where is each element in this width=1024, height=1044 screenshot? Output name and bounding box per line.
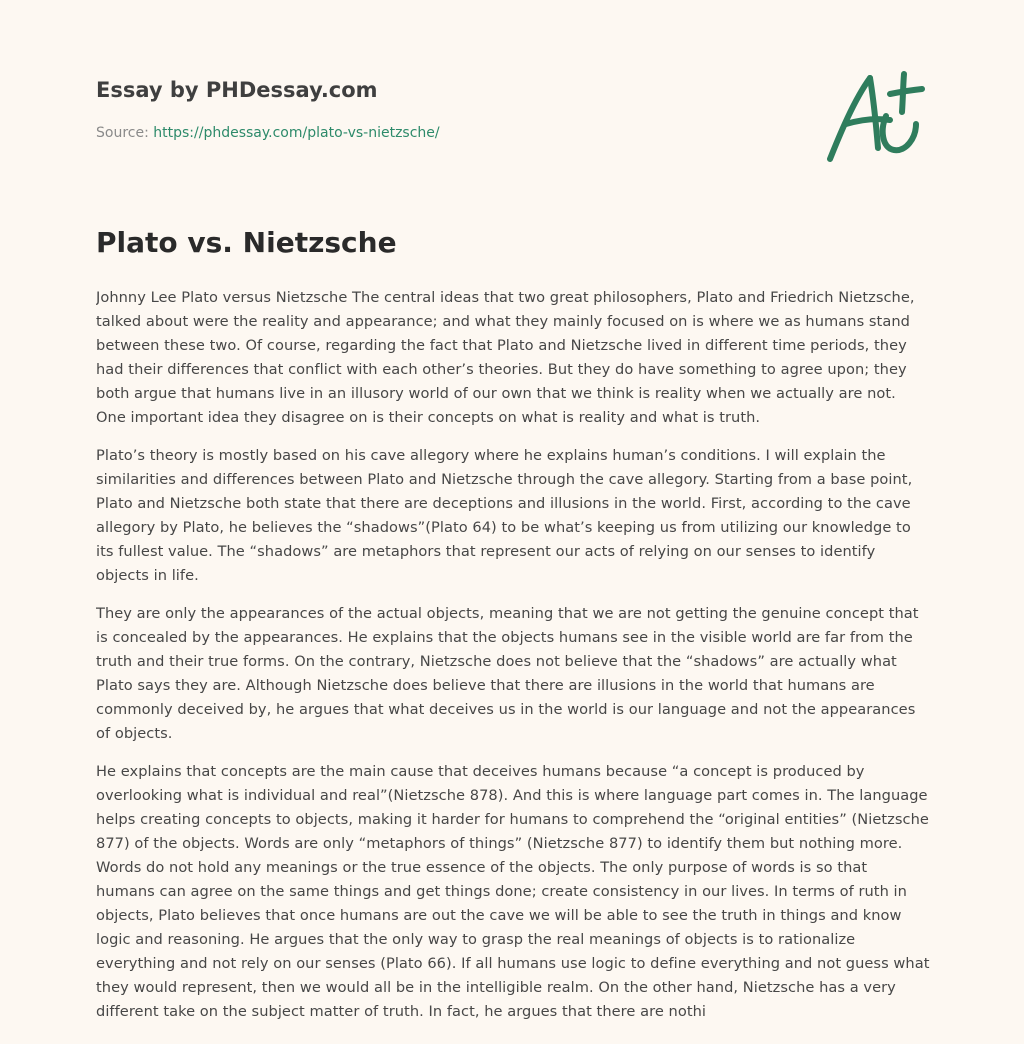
source-line xyxy=(96,124,796,142)
source-label: Source: xyxy=(96,125,149,141)
essay-paragraph: Plato’s theory is mostly based on his cave allegory where he explains human’s conditions. I will explain the similarities and differences between Plato and Nietzsche through the cave allegory. Starting from a base point, Plato and Nietzsche both state that there are deceptions and illusions in the world. First, according to the cave allegory by Plato, he believes the “shadows”(Plato 64) to be what’s keeping us from utilizing our knowledge to its fullest value. The “shadows” are metaphors that represent our acts of relying on our senses to identify objects in life. xyxy=(96,447,913,584)
a-plus-grade-icon xyxy=(820,64,930,168)
essay-body xyxy=(96,286,930,1034)
page-header xyxy=(96,76,796,142)
a-right-stroke xyxy=(870,78,878,148)
essay-title: Plato vs. Nietzsche xyxy=(96,226,397,259)
essay-paragraph: They are only the appearances of the actual objects, meaning that we are not getting the genuine concept that is concealed by the appearances. He explains that the objects humans see in the visible world are far from the truth and their true forms. On the contrary, Nietzsche does not believe that the “shadows” are actually what Plato says they are. Although Nietzsche does believe that there are illusions in the world that humans are commonly deceived by, he argues that what deceives us in the world is our language and not the appearances of objects. xyxy=(96,605,919,742)
a-plus-logo-svg xyxy=(820,64,930,168)
source-link[interactable]: https://phdessay.com/plato-vs-nietzsche/ xyxy=(153,125,440,141)
essay-paragraph: Johnny Lee Plato versus Nietzsche The central ideas that two great philosophers, Plato and Friedrich Nietzsche, talked about were the reality and appearance; and what they mainly focused on is where we as humans stand between these two. Of course, regarding the fact that Plato and Nietzsche lived in different time periods, they had their differences that conflict with each other’s theories. But they do have something to agree upon; they both argue that humans live in an illusory world of our own that we think is reality when we actually are not. One important idea they disagree on is their concepts on what is reality and what is truth. xyxy=(96,289,915,426)
site-title: Essay by PHDessay.com xyxy=(96,78,378,102)
plus-horizontal-stroke xyxy=(890,89,922,94)
essay-paragraph: He explains that concepts are the main cause that deceives humans because “a concept is produced by overlooking what is individual and real”(Nietzsche 878). And this is where language part comes in. The language helps creating concepts to objects, making it harder for humans to comprehend the “original entities” (Nietzsche 877) of the objects. Words are only “metaphors of things” (Nietzsche 877) to identify them but nothing more. Words do not hold any meanings or the true essence of the objects. The only purpose of words is so that humans can agree on the same things and get things done; create consistency in our lives. In terms of ruth in objects, Plato believes that once humans are out the cave we will be able to see the truth in things and know logic and reasoning. He argues that the only way to grasp the real meanings of objects is to rationalize everything and not rely on our senses (Plato 66). If all humans use logic to define everything and not guess what they would represent, then we would all be in the intelligible realm. On the other hand, Nietzsche has a very different take on the subject matter of truth. In fact, he argues that there are nothi xyxy=(96,763,930,1020)
